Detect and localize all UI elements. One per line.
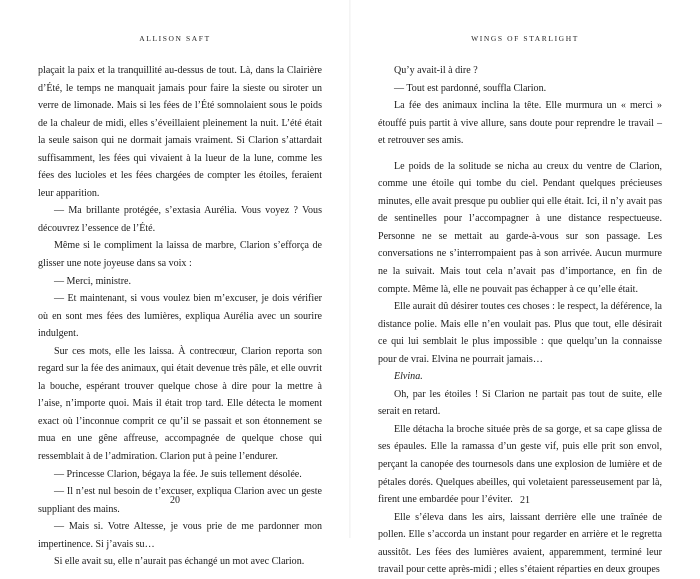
running-head-author: ALLISON SAFT	[139, 34, 211, 43]
paragraph: Elle aurait dû désirer toutes ces choses : le respect, la déférence, la distance polie. Mais elle n’en voulait pas. Plus que tout, elle désirait ce qui lui semblait le plus impossible : que quelqu’un la connaisse pour de vrai. Elvina ne pourrait jamais…	[378, 301, 662, 365]
paragraph: Même si le compliment la laissa de marbre, Clarion s’efforça de glisser une note joyeuse dans sa voix :	[38, 240, 322, 270]
paragraph: — Ma brillante protégée, s’extasia Aurélia. Vous voyez ? Vous découvrez l’essence de l’Été.	[38, 205, 322, 234]
paragraph: La fée des animaux inclina la tête. Elle murmura un « merci » étouffé puis partit à vive allure, sans doute pour reprendre le travail – et retrouver ses amis.	[378, 100, 662, 147]
paragraph: — Tout est pardonné, souffla Clarion.	[394, 82, 547, 94]
paragraph: Elle s’éleva dans les airs, laissant derrière elle une traînée de pollen. Elle s’accorda un instant pour regarder en arrière et le regretta aussitôt. Les fées des lumières avaient, apparemment, terminé leur travail pour cette après-midi ; elles s’étaient réparties en deux groupes	[378, 511, 662, 576]
paragraph: — Il n’est nul besoin de t’excuser, expliqua Clarion avec un geste suppliant des mains.	[38, 486, 322, 515]
left-page	[0, 0, 350, 568]
paragraph: — Merci, ministre.	[54, 275, 132, 287]
page-number-left: 20	[170, 495, 180, 506]
paragraph: Elvina.	[394, 371, 423, 383]
paragraph: Oh, par les étoiles ! Si Clarion ne partait pas tout de suite, elle serait en retard.	[378, 388, 662, 418]
paragraph: Le poids de la solitude se nicha au creux du ventre de Clarion, comme une étoile qui tombe du ciel. Pendant quelques précieuses minutes, elle avait presque pu oublier qui elle était. Ici, il n’y avait pas de sentinelles pour l’accompagner à une distance respectueuse. Personne ne se mettait au garde-à-vous sur son passage. Les conversations ne s’interrompaient pas à son arrivée. Aucun murmure ne la suivait. Mais tout cela n’avait pas d’importance, en fin de compte. Même là, elle ne pouvait pas échapper à ce qu’elle était.	[378, 160, 662, 295]
page-number-right: 21	[520, 495, 530, 506]
paragraph: — Et maintenant, si vous voulez bien m’excuser, je dois vérifier où en sont mes fées des lumières, expliqua Aurélia avec un sourire indulgent.	[38, 293, 322, 340]
paragraph: Qu’y avait-il à dire ?	[394, 65, 478, 76]
paragraph: Sur ces mots, elle les laissa. À contrecœur, Clarion reporta son regard sur la fée des animaux, qui était devenue très pâle, et elle ouvrit la bouche, espérant trouver quelque chose à dire pour la mettre à l’aise, n’importe quoi. Mais il était trop tard. Elle détecta le moment exact où l’inconnue comprit ce qu’il se passait et son étonnement se mua en une gêne affreuse, accompagnée de quelque chose qui ressemblait à de l’admiration. Clarion put à peine l’endurer.	[38, 345, 322, 463]
paragraph: Elle détacha la broche située près de sa gorge, et sa cape glissa de ses épaules. Elle la ramassa d’un geste vif, puis elle prit son envol, perçant la canopée des tournesols dans une explosion de lumière et de pétales dorés. Quelques abeilles, qui voletaient paresseusement par là, firent une embardée pour l’éviter.	[378, 423, 662, 506]
right-page	[350, 0, 700, 576]
paragraph: plaçait la paix et la tranquillité au-dessus de tout. Là, dans la Clairière d’Été, le temps ne manquait jamais pour faire la sieste ou siroter un verre de limonade. Mais si les fées de l’Été somnolaient sous le poids de la chaleur de midi, elles s’éveillaient pleinement la nuit. L’été était la seule saison qui ne dormait jamais vraiment. Si Clarion s’attardait suffisamment, les fées qui vivaient à la lueur de la lune, comme les fées des lucioles et les fées chargées de compter les étoiles, feraient leur apparition.	[38, 65, 322, 199]
running-head-title: WINGS OF STARLIGHT	[471, 34, 579, 43]
paragraph: Si elle avait su, elle n’aurait pas échangé un mot avec Clarion.	[54, 556, 305, 568]
paragraph: — Princesse Clarion, bégaya la fée. Je suis tellement désolée.	[54, 468, 302, 480]
paragraph: — Mais si. Votre Altesse, je vous prie de me pardonner mon impertinence. Si j’avais su…	[38, 521, 322, 550]
